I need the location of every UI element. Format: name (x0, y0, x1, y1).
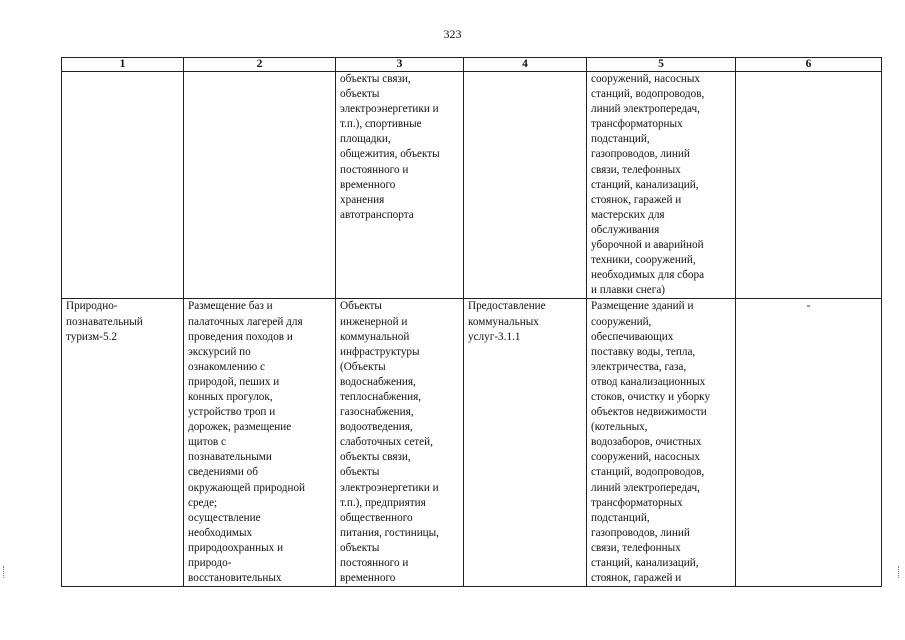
table-cell-col4: Предоставление коммунальных услуг-3.1.1 (464, 299, 587, 587)
table-cell-col3: Объекты инженерной и коммунальной инфраструктуры (Объекты водоснабжения, теплоснабжения, газоснабжения, водоотведения, слаботочных сетей, объекты связи, объекты электроэнергетики и т.п.), предприятия общественного питания, гостиницы, объекты постоянного и временного (336, 299, 464, 587)
table-row (62, 299, 882, 587)
scan-edge-mark-right (898, 566, 902, 578)
page-number: 323 (443, 27, 462, 41)
table-cell-col1: Природно- познавательный туризм-5.2 (62, 299, 184, 587)
table-cell-col5: сооружений, насосных станций, водопроводов, линий электропередач, трансформаторных подстанций, газопроводов, линий связи, телефонных станций, канализаций, стоянок, гаражей и мастерских для обслуживания уборочной и аварийной техники, сооружений, необходимых для сбора и плавки снега) (587, 72, 736, 299)
table-row (62, 72, 882, 299)
table-cell-col4 (464, 72, 587, 299)
column-header-5: 5 (587, 58, 736, 72)
scan-edge-mark-left (3, 566, 7, 578)
table-header-row (62, 58, 882, 72)
column-header-2: 2 (184, 58, 336, 72)
column-header-3: 3 (336, 58, 464, 72)
table-cell-col5: Размещение зданий и сооружений, обеспечивающих поставку воды, тепла, электричества, газа, отвод канализационных стоков, очистку и уборку объектов недвижимости (котельных, водозаборов, очистных сооружений, насосных станций, водопроводов, линий электропередач, трансформаторных подстанций, газопроводов, линий связи, телефонных станций, канализаций, стоянок, гаражей и (587, 299, 736, 587)
table-cell-col2 (184, 72, 336, 299)
table-cell-col6: - (736, 299, 882, 587)
table-cell-col2: Размещение баз и палаточных лагерей для проведения походов и экскурсий по ознакомлению с природой, пеших и конных прогулок, устройство троп и дорожек, размещение щитов с познавательными сведениями об окружающей природной среде; осуществление необходимых природоохранных и природо- восстановительных (184, 299, 336, 587)
column-header-4: 4 (464, 58, 587, 72)
table-cell-col6 (736, 72, 882, 299)
column-header-6: 6 (736, 58, 882, 72)
table-cell-col1 (62, 72, 184, 299)
zoning-table (61, 57, 882, 587)
column-header-1: 1 (62, 58, 184, 72)
table-cell-col3: объекты связи, объекты электроэнергетики и т.п.), спортивные площадки, общежития, объекты постоянного и временного хранения автотранспорта (336, 72, 464, 299)
